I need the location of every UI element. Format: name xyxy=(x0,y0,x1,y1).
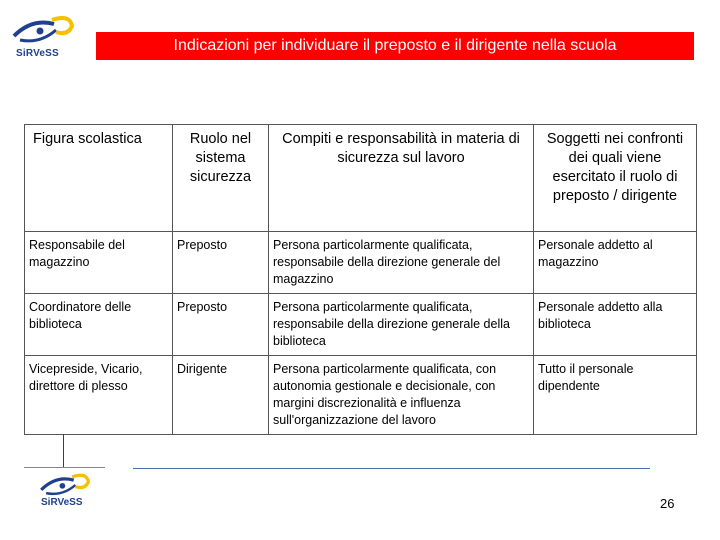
table-row xyxy=(25,356,697,435)
sirvess-logo-bottom xyxy=(36,472,96,512)
table-cell: Preposto xyxy=(173,232,269,294)
table-cell: Coordinatore delle biblioteca xyxy=(25,294,173,356)
table-header-row xyxy=(25,125,697,232)
page-number: 26 xyxy=(660,496,675,511)
table-cell: Persona particolarmente qualificata, responsabile della direzione generale del magazzino xyxy=(269,232,534,294)
logo-text-top: SiRVeSS xyxy=(16,48,59,59)
table-cell: Persona particolarmente qualificata, con autonomia gestionale e decisionale, con margini discrezionalità e influenza sull'organizzazione del lavoro xyxy=(269,356,534,435)
responsibility-table xyxy=(24,124,697,435)
table-cell: Preposto xyxy=(173,294,269,356)
table-cell: Personale addetto alla biblioteca xyxy=(534,294,697,356)
table-cell: Vicepreside, Vicario, direttore di plesso xyxy=(25,356,173,435)
table-cell: Tutto il personale dipendente xyxy=(534,356,697,435)
table-cell: Personale addetto al magazzino xyxy=(534,232,697,294)
sirvess-logo-top xyxy=(6,14,76,62)
decorative-gray-line xyxy=(24,467,105,468)
eye-logo-icon xyxy=(10,14,74,46)
table-row xyxy=(25,294,697,356)
page-title: Indicazioni per individuare il preposto e il dirigente nella scuola xyxy=(96,32,694,60)
header-ruolo: Ruolo nel sistema sicurezza xyxy=(173,125,269,232)
table-cell: Persona particolarmente qualificata, responsabile della direzione generale della biblioteca xyxy=(269,294,534,356)
header-compiti: Compiti e responsabilità in materia di sicurezza sul lavoro xyxy=(269,125,534,232)
eye-logo-icon xyxy=(36,472,92,498)
footer-divider xyxy=(133,468,650,469)
header-soggetti: Soggetti nei confronti dei quali viene esercitato il ruolo di preposto / dirigente xyxy=(534,125,697,232)
table-row xyxy=(25,232,697,294)
logo-text-bottom: SiRVeSS xyxy=(41,497,83,508)
table-cell: Responsabile del magazzino xyxy=(25,232,173,294)
decorative-red-line xyxy=(63,434,64,468)
header-figura: Figura scolastica xyxy=(25,125,173,232)
table-cell: Dirigente xyxy=(173,356,269,435)
